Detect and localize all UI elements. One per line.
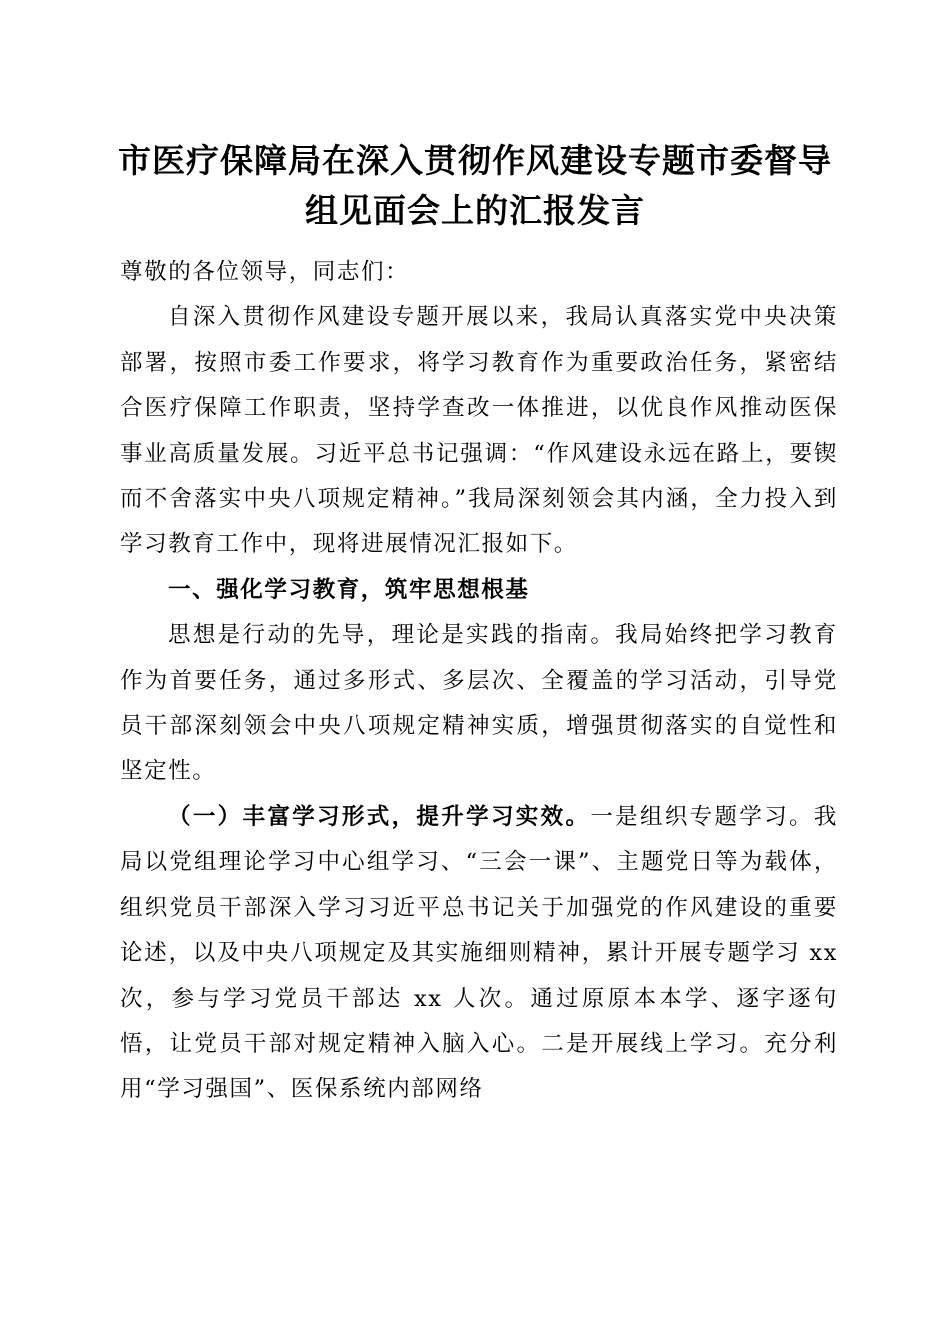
document-body [120, 250, 838, 1113]
section-1-paragraph: 思想是行动的先导，理论是实践的指南。我局始终把学习教育作为首要任务，通过多形式、多层次、全覆盖的学习活动，引导党员干部深刻领会中央八项规定精神实质，增强贯彻落实的自觉性和坚定性。 [120, 622, 838, 785]
intro-paragraph: 自深入贯彻作风建设专题开展以来，我局认真落实党中央决策部署，按照市委工作要求，将学习教育作为重要政治任务，紧密结合医疗保障工作职责，坚持学查改一体推进，以优良作风推动医保事业高质量发展。习近平总书记强调：“作风建设永远在路上，要锲而不舍落实中央八项规定精神。”我局深刻领会其内涵，全力投入到学习教育工作中，现将进展情况汇报如下。 [120, 304, 838, 558]
document-title: 市医疗保障局在深入贯彻作风建设专题市委督导组见面会上的汇报发言 [118, 141, 832, 230]
salutation: 尊敬的各位领导，同志们： [120, 259, 410, 285]
subsection-1-paragraph [120, 795, 838, 1113]
subsection-1-lead: （一）丰富学习形式，提升学习实效。 [168, 803, 591, 830]
section-heading-1: 一、强化学习教育，筑牢思想根基 [168, 576, 530, 603]
subsection-1-text: 一是组织专题学习。我局以党组理论学习中心组学习、“三会一课”、主题党日等为载体，组织党员干部深入学习习近平总书记关于加强党的作风建设的重要论述，以及中央八项规定及其实施细则精神，累计开展专题学习 xx 次，参与学习党员干部达 xx 人次。通过原原本本学、逐字逐句悟，让党员干部对规定精神入脑入心。二是开展线上学习。充分利用“学习强国”、医保系统内部网络 [120, 803, 838, 1103]
